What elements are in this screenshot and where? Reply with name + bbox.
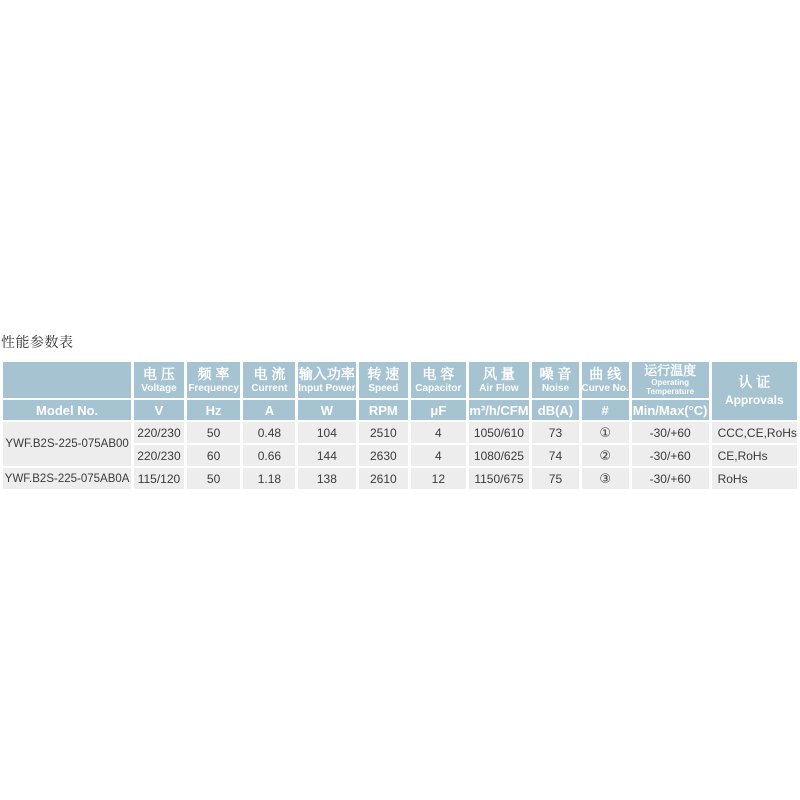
- model-no-cell: YWF.B2S-225-075AB0A: [3, 468, 131, 489]
- header-current-cn: 电 流: [253, 365, 286, 382]
- header-operating-temperature-en: Operating Temperature: [646, 378, 695, 397]
- speed-cell: 2630: [359, 445, 409, 466]
- capacitor-cell: 12: [411, 468, 465, 489]
- unit-cell-current: A: [243, 400, 295, 420]
- speed-cell: 2510: [359, 422, 409, 443]
- model-no-header-cell: Model No.: [3, 400, 131, 420]
- air-flow-cell: 1150/675: [469, 468, 530, 489]
- unit-cell-input-power: W: [298, 400, 355, 420]
- approvals-cell: CCC,CE,RoHs: [712, 422, 797, 443]
- header-row-names: [3, 362, 797, 398]
- unit-cell-speed: RPM: [359, 400, 409, 420]
- current-cell: 0.66: [243, 445, 295, 466]
- current-cell: 0.48: [243, 422, 295, 443]
- header-cell-current: [243, 362, 295, 398]
- header-frequency-en: Frequency: [188, 383, 239, 394]
- header-speed-en: Speed: [368, 383, 399, 394]
- unit-cell-operating-temperature: Min/Max(°C): [632, 400, 709, 420]
- operating-temperature-cell: -30/+60: [632, 422, 709, 443]
- voltage-cell: 220/230: [134, 422, 184, 443]
- noise-cell: 73: [532, 422, 578, 443]
- header-capacitor-cn: 电 容: [422, 365, 455, 382]
- header-air-flow-cn: 风 量: [482, 365, 515, 382]
- header-speed-cn: 转 速: [367, 365, 400, 382]
- header-cell-voltage: [134, 362, 184, 398]
- operating-temperature-cell: -30/+60: [632, 468, 709, 489]
- approvals-cell: RoHs: [712, 468, 797, 489]
- header-curve-no-en: Curve No.: [581, 383, 629, 394]
- unit-cell-air-flow: m³/h/CFM: [469, 400, 530, 420]
- capacitor-cell: 4: [411, 422, 465, 443]
- header-cell-frequency: [187, 362, 241, 398]
- header-operating-temperature-cn: 运行温度: [644, 363, 697, 379]
- header-approvals-en: Approvals: [724, 393, 784, 408]
- header-cell-air-flow: [469, 362, 530, 398]
- air-flow-cell: 1080/625: [469, 445, 530, 466]
- header-input-power-cn: 输入功率: [298, 365, 355, 382]
- header-voltage-en: Voltage: [141, 383, 177, 394]
- blank-header-cell: [3, 362, 131, 398]
- curve-no-cell: ①: [582, 422, 629, 443]
- header-cell-operating-temperature: [632, 362, 709, 398]
- frequency-cell: 50: [187, 422, 241, 443]
- unit-cell-curve-no: #: [582, 400, 629, 420]
- header-cell-speed: [359, 362, 409, 398]
- header-cell-input-power: [298, 362, 355, 398]
- header-cell-approvals: [712, 362, 797, 420]
- header-cell-capacitor: [411, 362, 465, 398]
- header-cell-noise: [532, 362, 578, 398]
- noise-cell: 75: [532, 468, 578, 489]
- capacitor-cell: 4: [411, 445, 465, 466]
- header-cell-curve-no: [582, 362, 629, 398]
- frequency-cell: 50: [187, 468, 241, 489]
- voltage-cell: 115/120: [134, 468, 184, 489]
- header-air-flow-en: Air Flow: [479, 383, 519, 394]
- header-input-power-en: Input Power: [298, 383, 356, 394]
- table-row: [3, 422, 797, 443]
- air-flow-cell: 1050/610: [469, 422, 530, 443]
- unit-cell-noise: dB(A): [532, 400, 578, 420]
- speed-cell: 2610: [359, 468, 409, 489]
- unit-cell-frequency: Hz: [187, 400, 241, 420]
- header-voltage-cn: 电 压: [143, 365, 175, 382]
- operating-temperature-cell: -30/+60: [632, 445, 709, 466]
- header-noise-cn: 噪 音: [539, 365, 572, 382]
- input-power-cell: 104: [298, 422, 355, 443]
- table-row: [3, 468, 797, 489]
- header-curve-no-cn: 曲 线: [589, 365, 622, 382]
- header-approvals-cn: 认 证: [738, 373, 771, 390]
- header-capacitor-en: Capacitor: [415, 383, 462, 394]
- header-noise-en: Noise: [541, 383, 570, 394]
- input-power-cell: 144: [298, 445, 355, 466]
- frequency-cell: 60: [187, 445, 241, 466]
- spec-table: [0, 360, 800, 491]
- unit-cell-capacitor: μF: [411, 400, 465, 420]
- voltage-cell: 220/230: [134, 445, 184, 466]
- unit-cell-voltage: V: [134, 400, 184, 420]
- header-row-units: [3, 400, 797, 420]
- page-title: 性能参数表: [1, 334, 74, 350]
- current-cell: 1.18: [243, 468, 295, 489]
- input-power-cell: 138: [298, 468, 355, 489]
- header-frequency-cn: 频 率: [197, 365, 230, 382]
- header-current-en: Current: [251, 383, 288, 394]
- curve-no-cell: ②: [582, 445, 629, 466]
- approvals-cell: CE,RoHs: [712, 445, 797, 466]
- curve-no-cell: ③: [582, 468, 629, 489]
- noise-cell: 74: [532, 445, 578, 466]
- model-no-cell: YWF.B2S-225-075AB00: [3, 422, 131, 466]
